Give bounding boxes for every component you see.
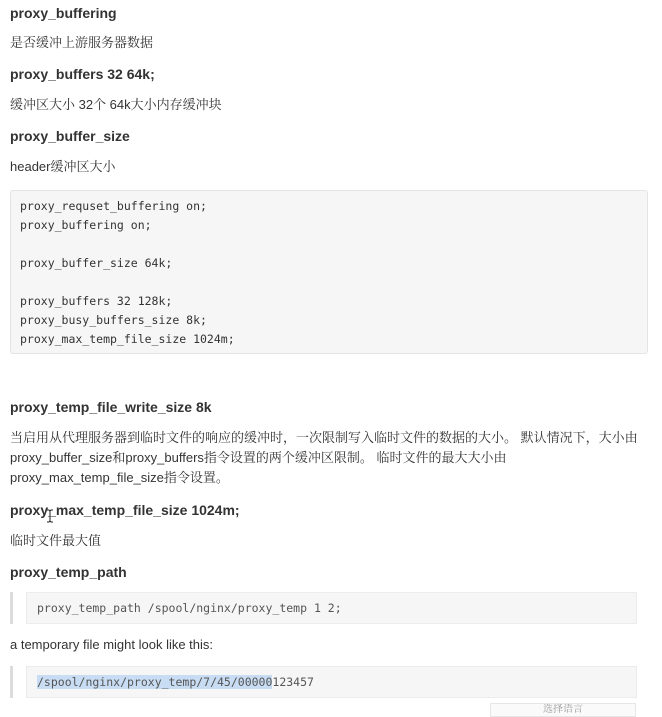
heading-proxy-temp-file-write-size: proxy_temp_file_write_size 8k	[10, 399, 212, 415]
heading-proxy-temp-path: proxy_temp_path	[10, 564, 127, 580]
desc-temp-file-write-size-line3: proxy_max_temp_file_size指令设置。	[10, 470, 229, 485]
desc-temp-file-write-size-line2: proxy_buffer_size和proxy_buffers指令设置的两个缓冲区限制。 临时文件的最大大小由	[10, 450, 507, 465]
desc-proxy-buffering: 是否缓冲上游服务器数据	[10, 35, 154, 50]
heading-proxy-buffers: proxy_buffers 32 64k;	[10, 66, 155, 82]
heading-proxy-buffer-size: proxy_buffer_size	[10, 128, 130, 144]
desc-temp-file-example: a temporary file might look like this:	[10, 637, 214, 652]
code-temp-path[interactable]: proxy_temp_path /spool/nginx/proxy_temp 1 2;	[26, 592, 637, 624]
blockquote-temp-path	[10, 592, 637, 624]
unselected-text: 123457	[272, 675, 314, 689]
desc-proxy-buffer-size: header缓冲区大小	[10, 159, 116, 174]
blockquote-example-path	[10, 666, 637, 698]
heading-proxy-buffering: proxy_buffering	[10, 5, 117, 21]
heading-proxy-max-temp-file-size: proxy_max_temp_file_size 1024m;	[10, 502, 240, 518]
desc-proxy-buffers: 缓冲区大小 32个 64k大小内存缓冲块	[10, 97, 222, 112]
code-example-path[interactable]	[26, 666, 637, 698]
code-line: proxy_busy_buffers_size 8k;	[20, 313, 207, 327]
code-line: proxy_buffer_size 64k;	[20, 256, 173, 270]
code-line	[20, 273, 638, 292]
desc-max-temp-file-size: 临时文件最大值	[10, 533, 102, 548]
code-line: proxy_requset_buffering on;	[20, 199, 207, 213]
code-line	[20, 235, 638, 254]
selected-text: /spool/nginx/proxy_temp/7/45/00000	[37, 675, 273, 689]
desc-temp-file-write-size-line1: 当启用从代理服务器到临时文件的响应的缓冲时，一次限制写入临时文件的数据的大小。 默认情况下，大小由	[10, 430, 638, 445]
code-line: proxy_buffers 32 128k;	[20, 294, 173, 308]
text-cursor-icon	[46, 509, 54, 523]
language-select-popup[interactable]: 选择语言	[490, 703, 636, 717]
code-line: proxy_max_temp_file_size 1024m;	[20, 332, 235, 346]
config-code-block	[10, 190, 648, 354]
code-line: proxy_buffering on;	[20, 218, 152, 232]
